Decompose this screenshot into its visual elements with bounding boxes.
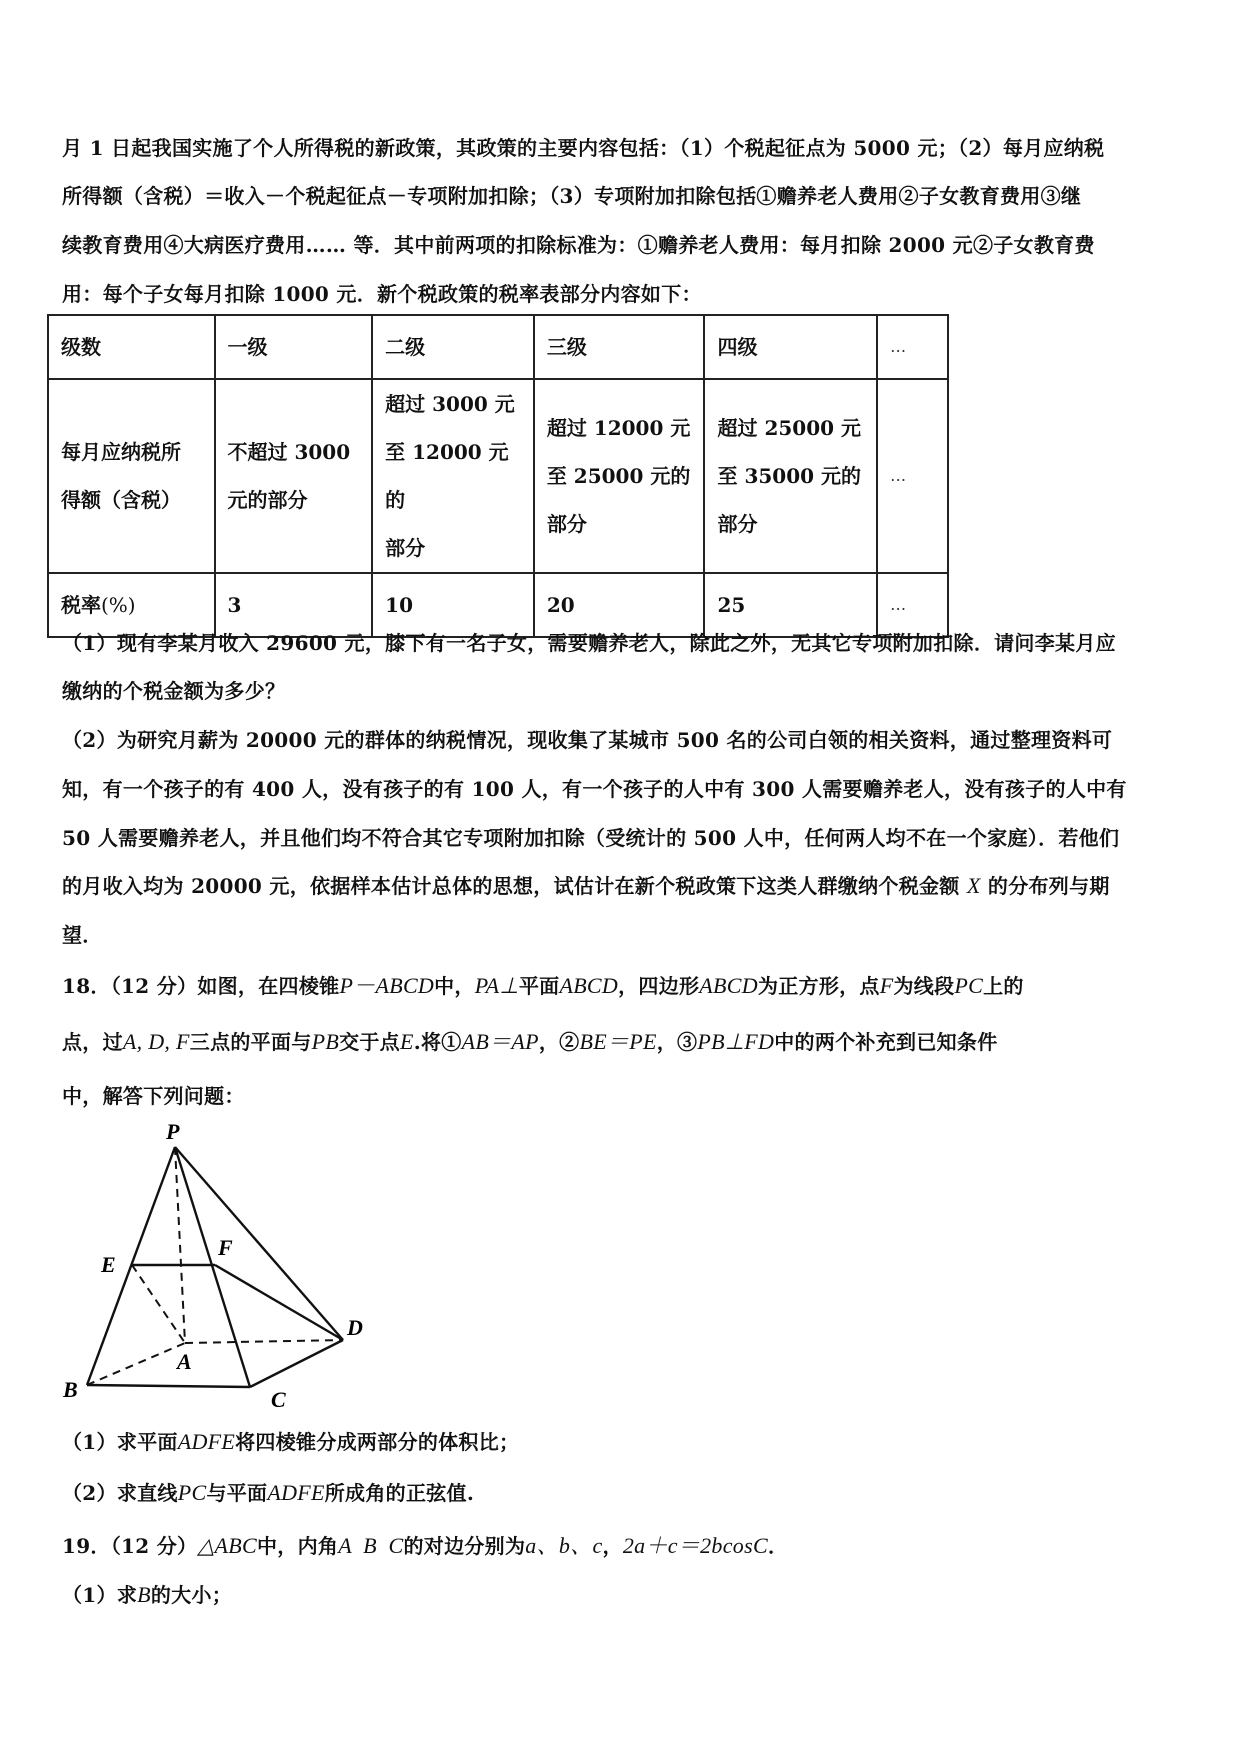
row-label-taxable-income: 每月应纳税所 得额（含税） <box>48 379 215 573</box>
q17-part2-line4: 的月收入均为 20000 元，依据样本估计总体的思想，试估计在新个税政策下这类人群缴纳个税金额 X 的分布列与期 <box>62 873 1110 898</box>
edge-CD <box>250 1340 343 1387</box>
edge-EA-hidden <box>132 1265 185 1343</box>
intro-line-3: 续教育费用④大病医疗费用…… 等．其中前两项的扣除标准为：①赡养老人费用：每月扣除 2000 元②子女教育费 <box>62 233 1095 257</box>
label-P: P <box>166 1119 180 1144</box>
edge-FD <box>215 1265 343 1340</box>
label-C: C <box>271 1387 286 1412</box>
header-level: 级数 <box>48 315 215 379</box>
header-level-4: 四级 <box>704 315 877 379</box>
edge-AD-hidden <box>185 1340 343 1343</box>
q18-line3: 中，解答下列问题： <box>62 1084 245 1108</box>
header-level-2: 二级 <box>372 315 534 379</box>
q17-part2-line5: 望． <box>62 923 103 947</box>
table-row <box>48 379 948 573</box>
intro-line-2: 所得额（含税）＝收入－个税起征点－专项附加扣除；（3）专项附加扣除包括①赡养老人费用②子女教育费用③继 <box>62 184 1082 208</box>
q19-sub1: （1）求B的大小； <box>62 1582 233 1607</box>
table-row <box>48 315 948 379</box>
bracket-2: 超过 3000 元 至 12000 元的 部分 <box>372 379 534 573</box>
bracket-3: 超过 12000 元 至 25000 元的 部分 <box>534 379 705 573</box>
header-ellipsis: … <box>877 315 948 379</box>
label-E: E <box>101 1252 116 1277</box>
rate-ellipsis: … <box>877 573 948 637</box>
rate-1: 3 <box>215 573 373 637</box>
intro-line-4: 用：每个子女每月扣除 1000 元．新个税政策的税率表部分内容如下： <box>62 282 702 306</box>
label-F: F <box>218 1235 233 1260</box>
edge-BC <box>87 1385 250 1387</box>
q18-sub1: （1）求平面ADFE将四棱锥分成两部分的体积比； <box>62 1429 520 1454</box>
q17-part1-line2: 缴纳的个税金额为多少？ <box>62 679 286 703</box>
q18-sub2: （2）求直线PC与平面ADFE所成角的正弦值. <box>62 1480 475 1505</box>
rate-2: 10 <box>372 573 534 637</box>
header-level-1: 一级 <box>215 315 373 379</box>
bracket-ellipsis: … <box>877 379 948 573</box>
row-label-tax-rate: 税率(%) <box>48 573 215 637</box>
rate-4: 25 <box>704 573 877 637</box>
tax-rate-table <box>47 314 949 638</box>
q17-part2-line3: 50 人需要赡养老人，并且他们均不符合其它专项附加扣除（受统计的 500 人中，任何两人均不在一个家庭）．若他们 <box>62 826 1120 850</box>
q19-line1: 19．（12 分）△ABC中，内角A B C的对边分别为a、b、c，2a＋c＝2bcosC． <box>62 1533 789 1558</box>
q17-part2-line1: （2）为研究月薪为 20000 元的群体的纳税情况，现收集了某城市 500 名的公司白领的相关资料，通过整理资料可 <box>62 728 1113 752</box>
q18-line2: 点，过A, D, F三点的平面与PB交于点E.将①AB＝AP，②BE＝PE，③PB⊥FD中的两个补充到已知条件 <box>62 1029 998 1054</box>
q17-part2-line2: 知，有一个孩子的有 400 人，没有孩子的有 100 人，有一个孩子的人中有 300 人需要赡养老人，没有孩子的人中有 <box>62 777 1127 801</box>
edge-BA-hidden <box>87 1343 185 1385</box>
intro-line-1: 月 1 日起我国实施了个人所得税的新政策，其政策的主要内容包括：（1）个税起征点为 5000 元；（2）每月应纳税 <box>62 136 1105 160</box>
bracket-1: 不超过 3000 元的部分 <box>215 379 373 573</box>
q17-part1-line1: （1）现有李某月收入 29600 元，膝下有一名子女，需要赡养老人，除此之外，无其它专项附加扣除．请问李某月应 <box>62 631 1116 655</box>
pyramid-figure <box>55 1115 375 1415</box>
header-level-3: 三级 <box>534 315 705 379</box>
rate-3: 20 <box>534 573 705 637</box>
q18-line1: 18．（12 分）如图，在四棱锥P－ABCD中，PA⊥平面ABCD，四边形ABCD为正方形，点F为线段PC上的 <box>62 973 1024 998</box>
edge-PD <box>175 1147 343 1340</box>
label-A: A <box>177 1349 192 1374</box>
label-B: B <box>63 1377 78 1402</box>
label-D: D <box>347 1315 363 1340</box>
bracket-4: 超过 25000 元 至 35000 元的 部分 <box>704 379 877 573</box>
